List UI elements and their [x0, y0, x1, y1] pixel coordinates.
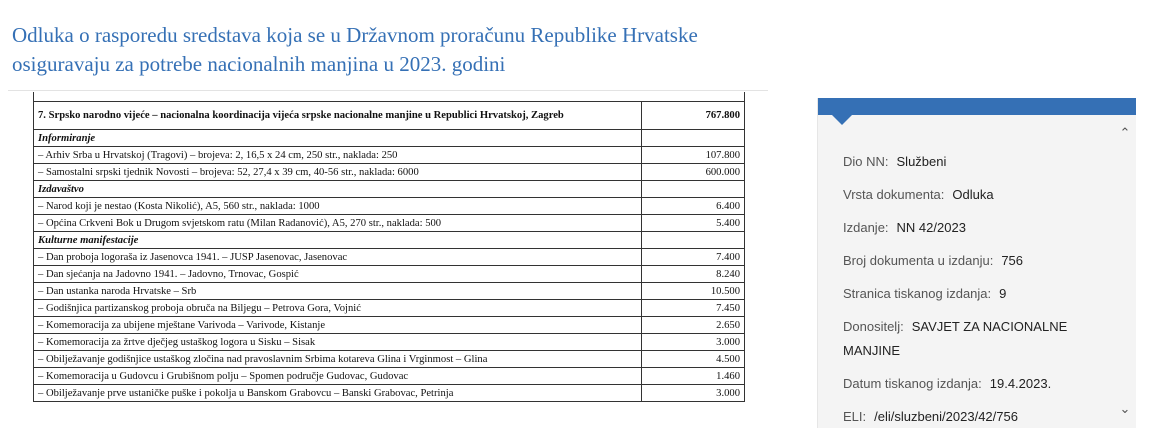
row-amount: 10.500 [642, 283, 745, 300]
row-amount: 4.500 [642, 351, 745, 368]
table-row [34, 266, 745, 283]
metadata-value: 9 [999, 286, 1007, 301]
table-row [34, 368, 745, 385]
metadata-label: Datum tiskanog izdanja: [843, 376, 982, 391]
document-info-panel [817, 98, 1136, 428]
table-row [34, 147, 745, 164]
table-row [34, 215, 745, 232]
document-metadata-list [843, 150, 1093, 438]
metadata-field [843, 150, 1093, 174]
table-row [34, 198, 745, 215]
budget-table [33, 101, 745, 402]
row-amount: 7.450 [642, 300, 745, 317]
metadata-label: Izdanje: [843, 220, 889, 235]
table-section-row [34, 130, 745, 147]
metadata-value: Službeni [896, 154, 947, 169]
section-title: Kulturne manifestacije [34, 232, 642, 249]
row-label: – Komemoracija u Gudovcu i Grubišnom polju – Spomen područje Gudovac, Gudovac [34, 368, 642, 385]
table-row [34, 317, 745, 334]
metadata-field [843, 216, 1093, 240]
row-label: – Komemoracija za žrtve dječjeg ustaškog logora u Sisku – Sisak [34, 334, 642, 351]
header-label: 7. Srpsko narodno vijeće – nacionalna koordinacija vijeća srpske nacionalne manjine u Republici Hrvatskoj, Zagreb [34, 102, 642, 130]
header-amount: 767.800 [642, 102, 745, 130]
metadata-field [843, 249, 1093, 273]
metadata-label: Broj dokumenta u izdanju: [843, 253, 994, 268]
row-amount [642, 130, 745, 147]
metadata-field [843, 282, 1093, 306]
table-row [34, 351, 745, 368]
row-amount: 7.400 [642, 249, 745, 266]
table-section-row [34, 181, 745, 198]
metadata-label: Dio NN: [843, 154, 889, 169]
row-amount: 3.000 [642, 334, 745, 351]
row-label: – Dan proboja logoraša iz Jasenovca 1941. – JUSP Jasenovac, Jasenovac [34, 249, 642, 266]
row-label: – Dan ustanka naroda Hrvatske – Srb [34, 283, 642, 300]
metadata-value: 19.4.2023. [989, 376, 1052, 391]
metadata-field [843, 183, 1093, 207]
row-amount: 6.400 [642, 198, 745, 215]
row-label: – Obilježavanje godišnjice ustaškog zločina nad pravoslavnim Srbima kotareva Glina i Vrginmost – Glina [34, 351, 642, 368]
metadata-value: 756 [1001, 253, 1024, 268]
row-label: – Komemoracija za ubijene mještane Varivoda – Varivode, Kistanje [34, 317, 642, 334]
row-amount: 107.800 [642, 147, 745, 164]
table-section-row [34, 232, 745, 249]
table-row [34, 300, 745, 317]
chevron-up-icon[interactable]: ⌃ [1119, 125, 1131, 140]
row-label: – Dan sjećanja na Jadovno 1941. – Jadovno, Trnovac, Gospić [34, 266, 642, 283]
metadata-label: Stranica tiskanog izdanja: [843, 286, 992, 301]
table-row [34, 249, 745, 266]
row-label: – Godišnjica partizanskog proboja obruča na Biljegu – Petrova Gora, Vojnić [34, 300, 642, 317]
section-title: Informiranje [34, 130, 642, 147]
row-amount: 2.650 [642, 317, 745, 334]
metadata-label: Donositelj: [843, 319, 904, 334]
metadata-value: Odluka [952, 187, 994, 202]
row-amount: 600.000 [642, 164, 745, 181]
table-row [34, 334, 745, 351]
metadata-value: /eli/sluzbeni/2023/42/756 [874, 409, 1018, 424]
section-title: Izdavaštvo [34, 181, 642, 198]
table-row [34, 283, 745, 300]
row-label: – Općina Crkveni Bok u Drugom svjetskom ratu (Milan Radanović), A5, 270 str., naklada: 500 [34, 215, 642, 232]
table-header-row [34, 102, 745, 130]
row-amount: 3.000 [642, 385, 745, 402]
row-amount: 5.400 [642, 215, 745, 232]
row-label: – Narod koji je nestao (Kosta Nikolić), A5, 560 str., naklada: 1000 [34, 198, 642, 215]
row-label: – Samostalni srpski tjednik Novosti – brojeva: 52, 27,4 x 39 cm, 40-56 str., naklada: 6000 [34, 164, 642, 181]
row-label: – Arhiv Srba u Hrvatskoj (Tragovi) – brojeva: 2, 16,5 x 24 cm, 250 str., naklada: 250 [34, 147, 642, 164]
metadata-field [843, 405, 1093, 429]
metadata-field [843, 372, 1093, 396]
table-row [34, 164, 745, 181]
metadata-label: ELI: [843, 409, 867, 424]
panel-header-bar [818, 98, 1136, 115]
row-amount: 8.240 [642, 266, 745, 283]
title-divider [8, 90, 768, 91]
row-amount [642, 181, 745, 198]
page-title: Odluka o rasporedu sredstava koja se u Državnom proračunu Republike Hrvatske osiguravaju za potrebe nacionalnih manjina u 2023. godini [12, 23, 698, 76]
row-amount [642, 232, 745, 249]
panel-notch [832, 115, 852, 125]
row-label: – Obilježavanje prve ustaničke puške i pokolja u Banskom Grabovcu – Banski Grabovac, Petrinja [34, 385, 642, 402]
metadata-field [843, 315, 1093, 363]
row-amount: 1.460 [642, 368, 745, 385]
metadata-value: NN 42/2023 [896, 220, 966, 235]
table-row [34, 385, 745, 402]
metadata-value: SAVJET ZA NACIONALNE MANJINE [843, 319, 1068, 358]
metadata-label: Vrsta dokumenta: [843, 187, 945, 202]
chevron-down-icon[interactable]: ⌄ [1119, 401, 1131, 416]
